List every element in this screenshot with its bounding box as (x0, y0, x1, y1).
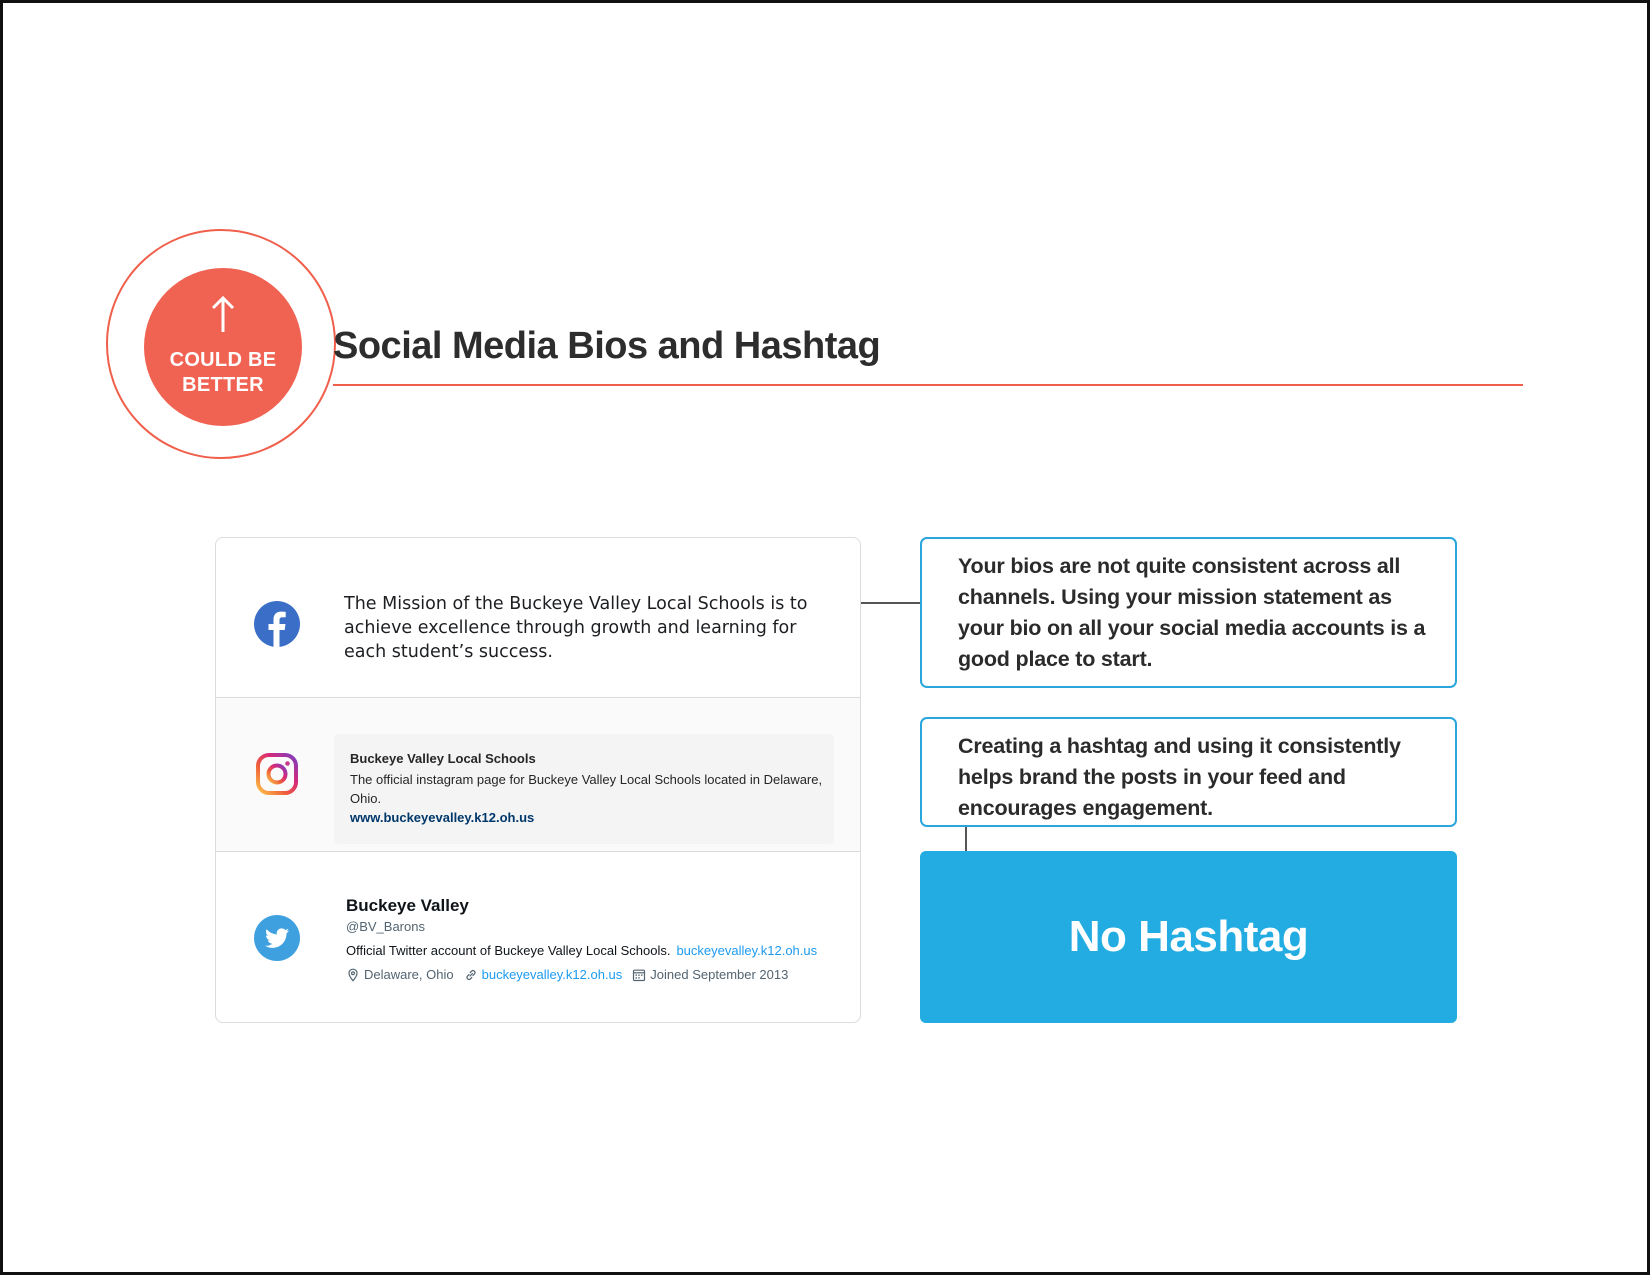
facebook-bio-card (216, 538, 860, 698)
calendar-icon (632, 968, 646, 982)
twitter-location (346, 967, 454, 982)
twitter-bio-link[interactable]: buckeyevalley.k12.oh.us (676, 943, 818, 958)
hashtag-tip-callout: Creating a hashtag and using it consistently helps brand the posts in your feed and encourages engagement. (920, 717, 1457, 827)
instagram-bio-text: The official instagram page for Buckeye Valley Local Schools located in Delaware, Ohio. (350, 772, 823, 806)
twitter-bio-text: Official Twitter account of Buckeye Valley Local Schools. (346, 943, 671, 958)
bios-connector-line (861, 602, 921, 604)
instagram-bio-box (334, 734, 834, 844)
twitter-display-name: Buckeye Valley (346, 896, 469, 915)
twitter-handle: @BV_Barons (346, 919, 425, 934)
twitter-bio-card (216, 852, 860, 1023)
twitter-profile-meta (346, 967, 798, 982)
instagram-website-link[interactable]: www.buckeyevalley.k12.oh.us (350, 810, 535, 825)
facebook-bio-text: The Mission of the Buckeye Valley Local Schools is to achieve excellence through growth and learning for each student’s success. (344, 594, 808, 662)
twitter-joined-text: Joined September 2013 (650, 967, 789, 982)
could-be-better-badge (144, 268, 302, 426)
no-hashtag-result: No Hashtag (920, 851, 1457, 1023)
social-bios-panel (215, 537, 861, 1023)
twitter-icon (253, 914, 301, 962)
facebook-icon (253, 600, 301, 648)
bios-consistency-callout: Your bios are not quite consistent across all channels. Using your mission statement as your bio on all your social media accounts is a good place to start. (920, 537, 1457, 688)
instagram-bio-card (216, 698, 860, 852)
title-divider (333, 384, 1523, 386)
twitter-website-link[interactable]: buckeyevalley.k12.oh.us (481, 967, 623, 982)
twitter-bio (346, 943, 817, 958)
page-title: Social Media Bios and Hashtag (333, 325, 881, 367)
instagram-icon (253, 750, 301, 798)
twitter-website (464, 967, 623, 982)
instagram-profile-name: Buckeye Valley Local Schools (350, 751, 536, 766)
twitter-joined (632, 967, 788, 982)
location-pin-icon (346, 968, 360, 982)
hashtag-connector-line (965, 827, 967, 851)
badge-label: COULD BE BETTER (169, 349, 277, 396)
up-arrow-icon (144, 294, 302, 334)
twitter-location-text: Delaware, Ohio (364, 967, 454, 982)
link-icon (464, 968, 478, 982)
